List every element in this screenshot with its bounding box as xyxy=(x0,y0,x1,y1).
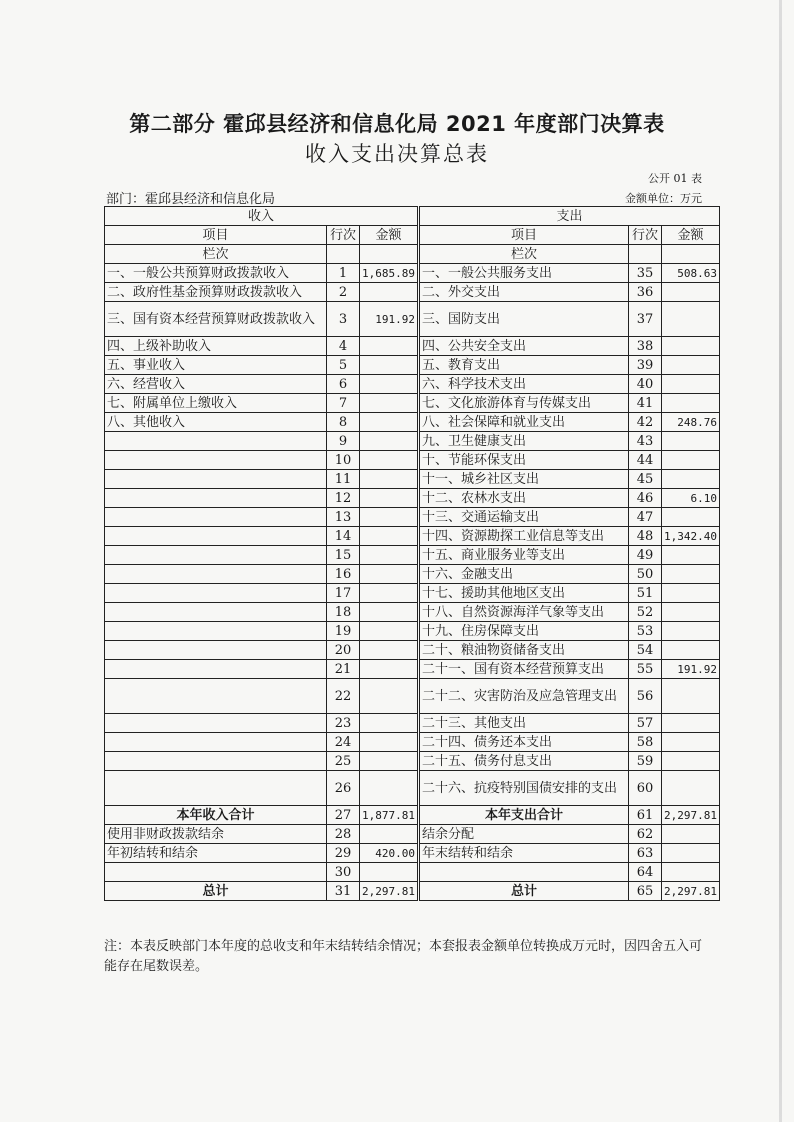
expense-amount-cell xyxy=(661,771,719,806)
income-amount-cell xyxy=(360,283,419,302)
expense-item-cell: 一、一般公共服务支出 xyxy=(418,264,628,283)
expense-line-cell: 63 xyxy=(628,844,661,863)
department-label: 部门：霍邱县经济和信息化局 xyxy=(106,192,276,207)
income-item-header: 项目 xyxy=(105,226,327,245)
expense-line-header: 行次 xyxy=(628,226,661,245)
expense-item-cell: 二十六、抗疫特别国债安排的支出 xyxy=(418,771,628,806)
income-line-cell: 23 xyxy=(327,714,360,733)
income-line-cell: 24 xyxy=(327,733,360,752)
income-line-cell: 21 xyxy=(327,660,360,679)
expense-item-cell: 十七、援助其他地区支出 xyxy=(418,584,628,603)
income-line-cell: 5 xyxy=(327,356,360,375)
expense-item-cell: 二十三、其他支出 xyxy=(418,714,628,733)
expense-item-cell: 四、公共安全支出 xyxy=(418,337,628,356)
income-amount-cell xyxy=(360,432,419,451)
table-row xyxy=(105,470,720,489)
income-line-cell: 27 xyxy=(327,806,360,825)
income-line-cell: 25 xyxy=(327,752,360,771)
income-amount-cell xyxy=(360,679,419,714)
table-row xyxy=(105,432,720,451)
expense-group-header: 支出 xyxy=(418,207,719,226)
income-line-cell: 19 xyxy=(327,622,360,641)
income-item-cell xyxy=(105,714,327,733)
expense-item-cell: 十、节能环保支出 xyxy=(418,451,628,470)
expense-amount-cell: 1,342.40 xyxy=(661,527,719,546)
income-amount-cell xyxy=(360,527,419,546)
income-line-cell: 4 xyxy=(327,337,360,356)
income-line-cell: 3 xyxy=(327,302,360,337)
expense-item-cell: 二、外交支出 xyxy=(418,283,628,302)
income-amount-cell: 191.92 xyxy=(360,302,419,337)
expense-item-cell: 二十一、国有资本经营预算支出 xyxy=(418,660,628,679)
income-line-cell: 6 xyxy=(327,375,360,394)
income-item-cell xyxy=(105,622,327,641)
income-item-cell xyxy=(105,660,327,679)
expense-item-cell: 二十二、灾害防治及应急管理支出 xyxy=(418,679,628,714)
income-group-header: 收入 xyxy=(105,207,419,226)
income-line-cell: 22 xyxy=(327,679,360,714)
income-line-cell: 13 xyxy=(327,508,360,527)
expense-line-cell: 62 xyxy=(628,825,661,844)
income-line-cell: 16 xyxy=(327,565,360,584)
expense-amount-cell: 6.10 xyxy=(661,489,719,508)
income-line-cell: 1 xyxy=(327,264,360,283)
income-item-cell: 七、附属单位上缴收入 xyxy=(105,394,327,413)
income-line-cell: 31 xyxy=(327,882,360,901)
income-item-cell xyxy=(105,546,327,565)
expense-item-cell: 十九、住房保障支出 xyxy=(418,622,628,641)
income-line-cell: 26 xyxy=(327,771,360,806)
income-item-cell xyxy=(105,752,327,771)
income-line-cell: 2 xyxy=(327,283,360,302)
income-amount-cell xyxy=(360,714,419,733)
expense-amount-cell xyxy=(661,302,719,337)
table-row xyxy=(105,264,720,283)
expense-item-cell: 十二、农林水支出 xyxy=(418,489,628,508)
expense-amount-cell xyxy=(661,337,719,356)
table-row xyxy=(105,356,720,375)
expense-item-cell: 十四、资源勘探工业信息等支出 xyxy=(418,527,628,546)
income-amount-cell xyxy=(360,863,419,882)
table-row xyxy=(105,413,720,432)
expense-line-cell: 56 xyxy=(628,679,661,714)
expense-line-cell: 45 xyxy=(628,470,661,489)
income-amount-cell xyxy=(360,394,419,413)
income-amount-cell xyxy=(360,825,419,844)
income-item-cell xyxy=(105,489,327,508)
table-row xyxy=(105,394,720,413)
income-amount-cell xyxy=(360,622,419,641)
income-item-cell xyxy=(105,771,327,806)
income-item-cell: 五、事业收入 xyxy=(105,356,327,375)
income-item-cell xyxy=(105,527,327,546)
table-row xyxy=(105,622,720,641)
table-subtitle: 收入支出决算总表 xyxy=(305,142,489,166)
page-edge-shadow xyxy=(779,0,782,1122)
expense-amount-cell xyxy=(661,825,719,844)
expense-line-cell: 47 xyxy=(628,508,661,527)
income-line-cell: 15 xyxy=(327,546,360,565)
income-item-cell: 总计 xyxy=(105,882,327,901)
table-row xyxy=(105,733,720,752)
expense-amount-cell xyxy=(661,752,719,771)
income-amount-cell xyxy=(360,337,419,356)
income-item-cell xyxy=(105,679,327,714)
expense-item-cell: 十一、城乡社区支出 xyxy=(418,470,628,489)
income-item-cell: 年初结转和结余 xyxy=(105,844,327,863)
expense-line-cell: 38 xyxy=(628,337,661,356)
expense-line-cell: 36 xyxy=(628,283,661,302)
income-amount-cell xyxy=(360,451,419,470)
table-row xyxy=(105,527,720,546)
income-amount-cell xyxy=(360,546,419,565)
expense-amount-cell xyxy=(661,733,719,752)
income-amount-cell xyxy=(360,413,419,432)
table-row xyxy=(105,825,720,844)
income-item-cell: 本年收入合计 xyxy=(105,806,327,825)
income-line-cell: 7 xyxy=(327,394,360,413)
table-row xyxy=(105,641,720,660)
income-amount-cell xyxy=(360,603,419,622)
expense-line-cell: 46 xyxy=(628,489,661,508)
expense-item-cell: 三、国防支出 xyxy=(418,302,628,337)
expense-item-cell: 年末结转和结余 xyxy=(418,844,628,863)
expense-amount-cell xyxy=(661,451,719,470)
expense-item-cell: 总计 xyxy=(418,882,628,901)
expense-amount-cell: 508.63 xyxy=(661,264,719,283)
expense-amount-cell xyxy=(661,603,719,622)
unit-label: 金额单位：万元 xyxy=(625,192,702,205)
expense-line-cell: 40 xyxy=(628,375,661,394)
expense-amount-cell xyxy=(661,394,719,413)
income-line-cell: 8 xyxy=(327,413,360,432)
expense-amount-cell xyxy=(661,565,719,584)
expense-line-cell: 52 xyxy=(628,603,661,622)
income-item-cell: 二、政府性基金预算财政拨款收入 xyxy=(105,283,327,302)
income-amount-cell xyxy=(360,375,419,394)
income-line-cell: 14 xyxy=(327,527,360,546)
table-row xyxy=(105,489,720,508)
expense-item-cell: 十六、金融支出 xyxy=(418,565,628,584)
income-line-cell: 11 xyxy=(327,470,360,489)
expense-item-cell: 八、社会保障和就业支出 xyxy=(418,413,628,432)
expense-line-cell: 60 xyxy=(628,771,661,806)
expense-line-cell: 64 xyxy=(628,863,661,882)
income-item-cell xyxy=(105,641,327,660)
expense-line-cell: 50 xyxy=(628,565,661,584)
expense-amount-cell xyxy=(661,546,719,565)
income-item-cell: 八、其他收入 xyxy=(105,413,327,432)
expense-line-cell: 65 xyxy=(628,882,661,901)
income-item-cell: 使用非财政拨款结余 xyxy=(105,825,327,844)
income-line-header: 行次 xyxy=(327,226,360,245)
expense-line-cell: 55 xyxy=(628,660,661,679)
income-line-cell: 12 xyxy=(327,489,360,508)
expense-amount-cell xyxy=(661,375,719,394)
expense-line-cell: 58 xyxy=(628,733,661,752)
income-amount-cell xyxy=(360,771,419,806)
income-line-cell: 28 xyxy=(327,825,360,844)
income-amount-cell: 2,297.81 xyxy=(360,882,419,901)
expense-line-cell: 53 xyxy=(628,622,661,641)
income-item-cell: 四、上级补助收入 xyxy=(105,337,327,356)
income-item-cell xyxy=(105,508,327,527)
income-item-cell: 三、国有资本经营预算财政拨款收入 xyxy=(105,302,327,337)
expense-amount-cell xyxy=(661,641,719,660)
expense-line-cell: 48 xyxy=(628,527,661,546)
expense-item-cell: 七、文化旅游体育与传媒支出 xyxy=(418,394,628,413)
table-row xyxy=(105,844,720,863)
table-row xyxy=(105,714,720,733)
income-item-cell xyxy=(105,432,327,451)
expense-line-cell: 43 xyxy=(628,432,661,451)
table-row xyxy=(105,302,720,337)
income-amount-cell xyxy=(360,660,419,679)
expense-item-cell: 本年支出合计 xyxy=(418,806,628,825)
income-amount-cell: 1,685.89 xyxy=(360,264,419,283)
expense-line-cell: 54 xyxy=(628,641,661,660)
income-amount-cell xyxy=(360,470,419,489)
expense-amount-cell: 2,297.81 xyxy=(661,806,719,825)
income-item-cell: 六、经营收入 xyxy=(105,375,327,394)
expense-item-cell: 二十四、债务还本支出 xyxy=(418,733,628,752)
expense-line-cell: 39 xyxy=(628,356,661,375)
table-row xyxy=(105,752,720,771)
table-row xyxy=(105,283,720,302)
expense-item-header: 项目 xyxy=(418,226,628,245)
expense-item-cell: 十八、自然资源海洋气象等支出 xyxy=(418,603,628,622)
income-line-cell: 29 xyxy=(327,844,360,863)
footnote: 注：本表反映部门本年度的总收支和年末结转结余情况；本套报表金额单位转换成万元时，因四舍五入可能存在尾数误差。 xyxy=(104,939,703,974)
form-code: 公开 01 表 xyxy=(648,172,702,185)
table-row xyxy=(105,863,720,882)
income-line-cell: 17 xyxy=(327,584,360,603)
income-amount-cell xyxy=(360,752,419,771)
income-lane-header: 栏次 xyxy=(105,245,327,264)
income-amount-cell xyxy=(360,565,419,584)
income-expense-table xyxy=(104,206,720,901)
table-row xyxy=(105,451,720,470)
income-amount-header: 金额 xyxy=(360,226,419,245)
expense-amount-cell xyxy=(661,863,719,882)
expense-item-cell: 十三、交通运输支出 xyxy=(418,508,628,527)
expense-line-cell: 41 xyxy=(628,394,661,413)
expense-amount-cell xyxy=(661,356,719,375)
expense-line-cell: 51 xyxy=(628,584,661,603)
expense-amount-cell xyxy=(661,508,719,527)
income-amount-cell xyxy=(360,641,419,660)
expense-amount-cell xyxy=(661,714,719,733)
expense-amount-cell: 191.92 xyxy=(661,660,719,679)
income-item-cell xyxy=(105,733,327,752)
income-amount-cell xyxy=(360,584,419,603)
expense-amount-cell xyxy=(661,679,719,714)
income-item-cell xyxy=(105,863,327,882)
table-row xyxy=(105,660,720,679)
expense-item-cell xyxy=(418,863,628,882)
expense-line-cell: 49 xyxy=(628,546,661,565)
expense-item-cell: 二十、粮油物资储备支出 xyxy=(418,641,628,660)
expense-lane-header: 栏次 xyxy=(418,245,628,264)
income-line-cell: 20 xyxy=(327,641,360,660)
expense-line-cell: 44 xyxy=(628,451,661,470)
expense-item-cell: 六、科学技术支出 xyxy=(418,375,628,394)
expense-amount-cell xyxy=(661,622,719,641)
table-row xyxy=(105,584,720,603)
expense-line-cell: 57 xyxy=(628,714,661,733)
table-row xyxy=(105,375,720,394)
income-item-cell xyxy=(105,603,327,622)
table-row xyxy=(105,882,720,901)
expense-line-cell: 35 xyxy=(628,264,661,283)
income-line-cell: 9 xyxy=(327,432,360,451)
expense-line-cell: 59 xyxy=(628,752,661,771)
income-item-cell xyxy=(105,584,327,603)
expense-amount-header: 金额 xyxy=(661,226,719,245)
expense-amount-cell xyxy=(661,432,719,451)
income-amount-cell xyxy=(360,489,419,508)
table-row xyxy=(105,508,720,527)
expense-amount-cell xyxy=(661,844,719,863)
income-amount-cell xyxy=(360,356,419,375)
table-row xyxy=(105,603,720,622)
income-amount-cell xyxy=(360,508,419,527)
income-line-cell: 30 xyxy=(327,863,360,882)
income-item-cell: 一、一般公共预算财政拨款收入 xyxy=(105,264,327,283)
table-row xyxy=(105,806,720,825)
table-row xyxy=(105,679,720,714)
income-amount-cell: 1,877.81 xyxy=(360,806,419,825)
table-row xyxy=(105,771,720,806)
income-line-cell: 18 xyxy=(327,603,360,622)
expense-line-cell: 37 xyxy=(628,302,661,337)
expense-amount-cell xyxy=(661,584,719,603)
table-row xyxy=(105,546,720,565)
income-item-cell xyxy=(105,451,327,470)
income-line-cell: 10 xyxy=(327,451,360,470)
expense-amount-cell: 2,297.81 xyxy=(661,882,719,901)
expense-line-cell: 42 xyxy=(628,413,661,432)
income-item-cell xyxy=(105,470,327,489)
expense-amount-cell: 248.76 xyxy=(661,413,719,432)
expense-line-cell: 61 xyxy=(628,806,661,825)
expense-item-cell: 结余分配 xyxy=(418,825,628,844)
page-title: 第二部分 霍邱县经济和信息化局 2021 年度部门决算表 xyxy=(129,112,665,136)
expense-amount-cell xyxy=(661,470,719,489)
income-amount-cell xyxy=(360,733,419,752)
income-item-cell xyxy=(105,565,327,584)
expense-item-cell: 五、教育支出 xyxy=(418,356,628,375)
income-amount-cell: 420.00 xyxy=(360,844,419,863)
table-row xyxy=(105,337,720,356)
expense-item-cell: 十五、商业服务业等支出 xyxy=(418,546,628,565)
expense-item-cell: 二十五、债务付息支出 xyxy=(418,752,628,771)
table-row xyxy=(105,565,720,584)
expense-item-cell: 九、卫生健康支出 xyxy=(418,432,628,451)
expense-amount-cell xyxy=(661,283,719,302)
